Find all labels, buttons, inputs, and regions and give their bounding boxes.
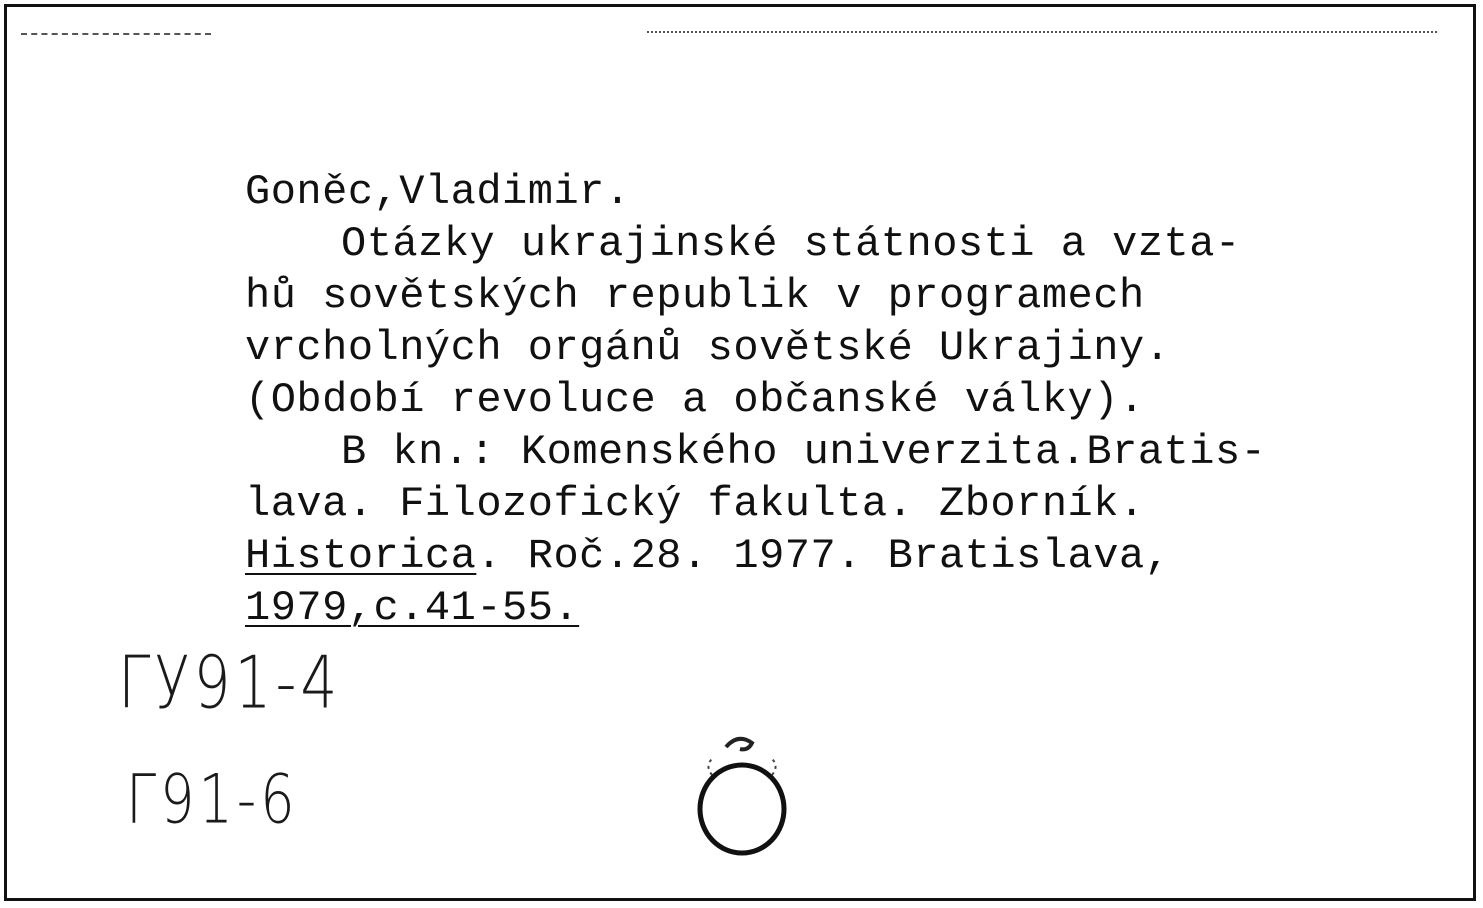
series-line xyxy=(245,530,1440,582)
top-edge-mark-right xyxy=(647,31,1437,33)
source-line-2: lava. Filozofický fakulta. Zborník. xyxy=(245,480,1145,528)
title-line-4: (Období revoluce a občanské války). xyxy=(245,376,1145,424)
top-edge-mark xyxy=(21,33,211,35)
series-title: Historica xyxy=(245,532,477,580)
series-details: . Roč.28. 1977. Bratislava, xyxy=(476,532,1171,580)
title-line-2: hů sovětských republik v programech xyxy=(245,272,1145,320)
author-line: Goněc,Vladimir. xyxy=(245,168,631,216)
punch-hole-ring-icon xyxy=(690,725,794,860)
handwritten-code-2: Г91-6 xyxy=(126,760,299,839)
title-line-1: Otázky ukrajinské státnosti a vzta- xyxy=(341,220,1241,268)
handwritten-code-1: ГУ91-4 xyxy=(118,640,342,725)
title-line-3: vrcholných orgánů sovětské Ukrajiny. xyxy=(245,324,1171,372)
pages-line: 1979,c.41-55. xyxy=(245,584,580,632)
catalog-entry-text xyxy=(245,166,1440,634)
source-line-1: B kn.: Komenského univerzita.Bratis- xyxy=(341,428,1267,476)
